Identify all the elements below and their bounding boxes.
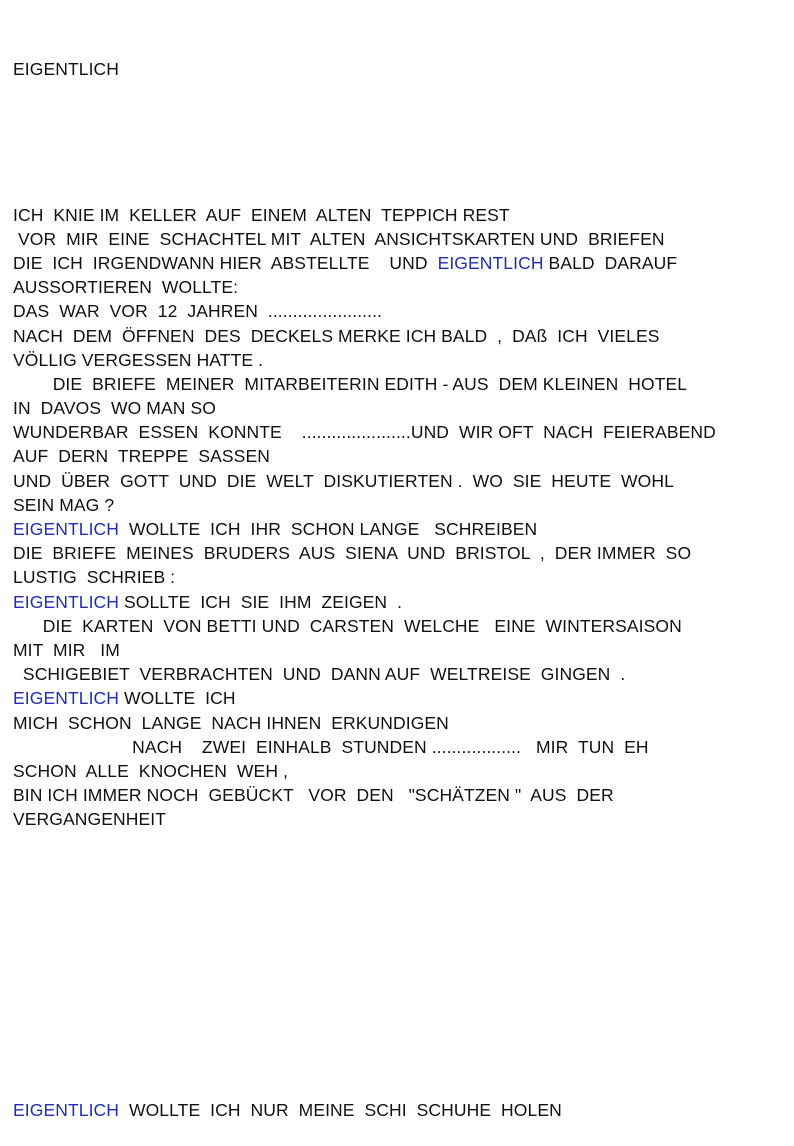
text-line: [13, 444, 788, 468]
text-line: [13, 711, 788, 735]
text-line: [13, 275, 788, 299]
text-line: [13, 807, 788, 831]
final-line: [13, 1098, 788, 1122]
line-text: ICH KNIE IM KELLER AUF EINEM ALTEN TEPPICH REST: [13, 204, 510, 225]
line-text: AUSSORTIEREN WOLLTE:: [13, 277, 239, 298]
text-line: [13, 469, 788, 493]
keyword-highlight: EIGENTLICH: [437, 252, 544, 273]
text-line: [13, 372, 788, 396]
text-line: [13, 396, 788, 420]
blank-line: [13, 952, 788, 976]
line-text: NACH ZWEI EINHALB STUNDEN .................. MIR TUN EH: [13, 736, 649, 757]
text-line: [13, 517, 788, 541]
line-text: DIE ICH IRGENDWANN HIER ABSTELLTE UND: [13, 252, 438, 273]
document-body: [13, 203, 788, 832]
line-text: LUSTIG SCHRIEB :: [13, 567, 176, 588]
line-text-after: SOLLTE ICH SIE IHM ZEIGEN .: [119, 591, 403, 612]
text-line: [13, 614, 788, 638]
text-line: [13, 541, 788, 565]
text-line: [13, 299, 788, 323]
line-text-after: WOLLTE ICH IHR SCHON LANGE SCHREIBEN: [119, 519, 538, 540]
line-text: NACH DEM ÖFFNEN DES DECKELS MERKE ICH BALD , DAß ICH VIELES: [13, 325, 660, 346]
blank-line: [13, 880, 788, 904]
keyword-highlight: EIGENTLICH: [13, 591, 120, 612]
text-line: [13, 420, 788, 444]
text-line: [13, 348, 788, 372]
text-line: [13, 783, 788, 807]
final-line-text: WOLLTE ICH NUR MEINE SCHI SCHUHE HOLEN: [119, 1099, 562, 1120]
line-text: DAS WAR VOR 12 JAHREN .......................: [13, 301, 383, 322]
line-text: VERGANGENHEIT: [13, 809, 166, 830]
line-text: SEIN MAG ?: [13, 494, 115, 515]
line-text: SCHON ALLE KNOCHEN WEH ,: [13, 760, 288, 781]
text-line: [13, 590, 788, 614]
line-text: UND ÜBER GOTT UND DIE WELT DISKUTIERTEN . WO SIE HEUTE WOHL: [13, 470, 674, 491]
text-line: [13, 686, 788, 710]
line-text-after: BALD DARAUF: [543, 252, 678, 273]
line-text: AUF DERN TREPPE SASSEN: [13, 446, 270, 467]
text-line: [13, 251, 788, 275]
keyword-highlight: EIGENTLICH: [13, 1099, 120, 1120]
line-text: SCHIGEBIET VERBRACHTEN UND DANN AUF WELTREISE GINGEN .: [13, 664, 626, 685]
text-line: [13, 565, 788, 589]
text-line: [13, 324, 788, 348]
blank-line: [13, 1025, 788, 1049]
line-text: DIE BRIEFE MEINER MITARBEITERIN EDITH - AUS DEM KLEINEN HOTEL: [13, 373, 688, 394]
blank-line: [13, 130, 788, 154]
line-text: WUNDERBAR ESSEN KONNTE ......................UND WIR OFT NACH FEIERABEND: [13, 422, 716, 443]
line-text: BIN ICH IMMER NOCH GEBÜCKT VOR DEN "SCHÄTZEN " AUS DER: [13, 785, 614, 806]
document-title: EIGENTLICH: [13, 59, 120, 80]
text-line: [13, 638, 788, 662]
text-line: [13, 203, 788, 227]
line-text: DIE BRIEFE MEINES BRUDERS AUS SIENA UND BRISTOL , DER IMMER SO: [13, 543, 692, 564]
text-line: [13, 493, 788, 517]
line-text: IN DAVOS WO MAN SO: [13, 398, 216, 419]
line-text-after: WOLLTE ICH: [119, 688, 236, 709]
line-text: VÖLLIG VERGESSEN HATTE .: [13, 349, 264, 370]
text-line: [13, 735, 788, 759]
text-line: [13, 662, 788, 686]
keyword-highlight: EIGENTLICH: [13, 688, 120, 709]
line-text: MICH SCHON LANGE NACH IHNEN ERKUNDIGEN: [13, 712, 449, 733]
line-text: DIE KARTEN VON BETTI UND CARSTEN WELCHE EINE WINTERSAISON: [13, 615, 682, 636]
text-line: [13, 759, 788, 783]
document-page: [13, 9, 788, 1146]
keyword-highlight: EIGENTLICH: [13, 519, 120, 540]
text-line: [13, 227, 788, 251]
line-text: VOR MIR EINE SCHACHTEL MIT ALTEN ANSICHTSKARTEN UND BRIEFEN: [13, 228, 665, 249]
line-text: MIT MIR IM: [13, 639, 120, 660]
